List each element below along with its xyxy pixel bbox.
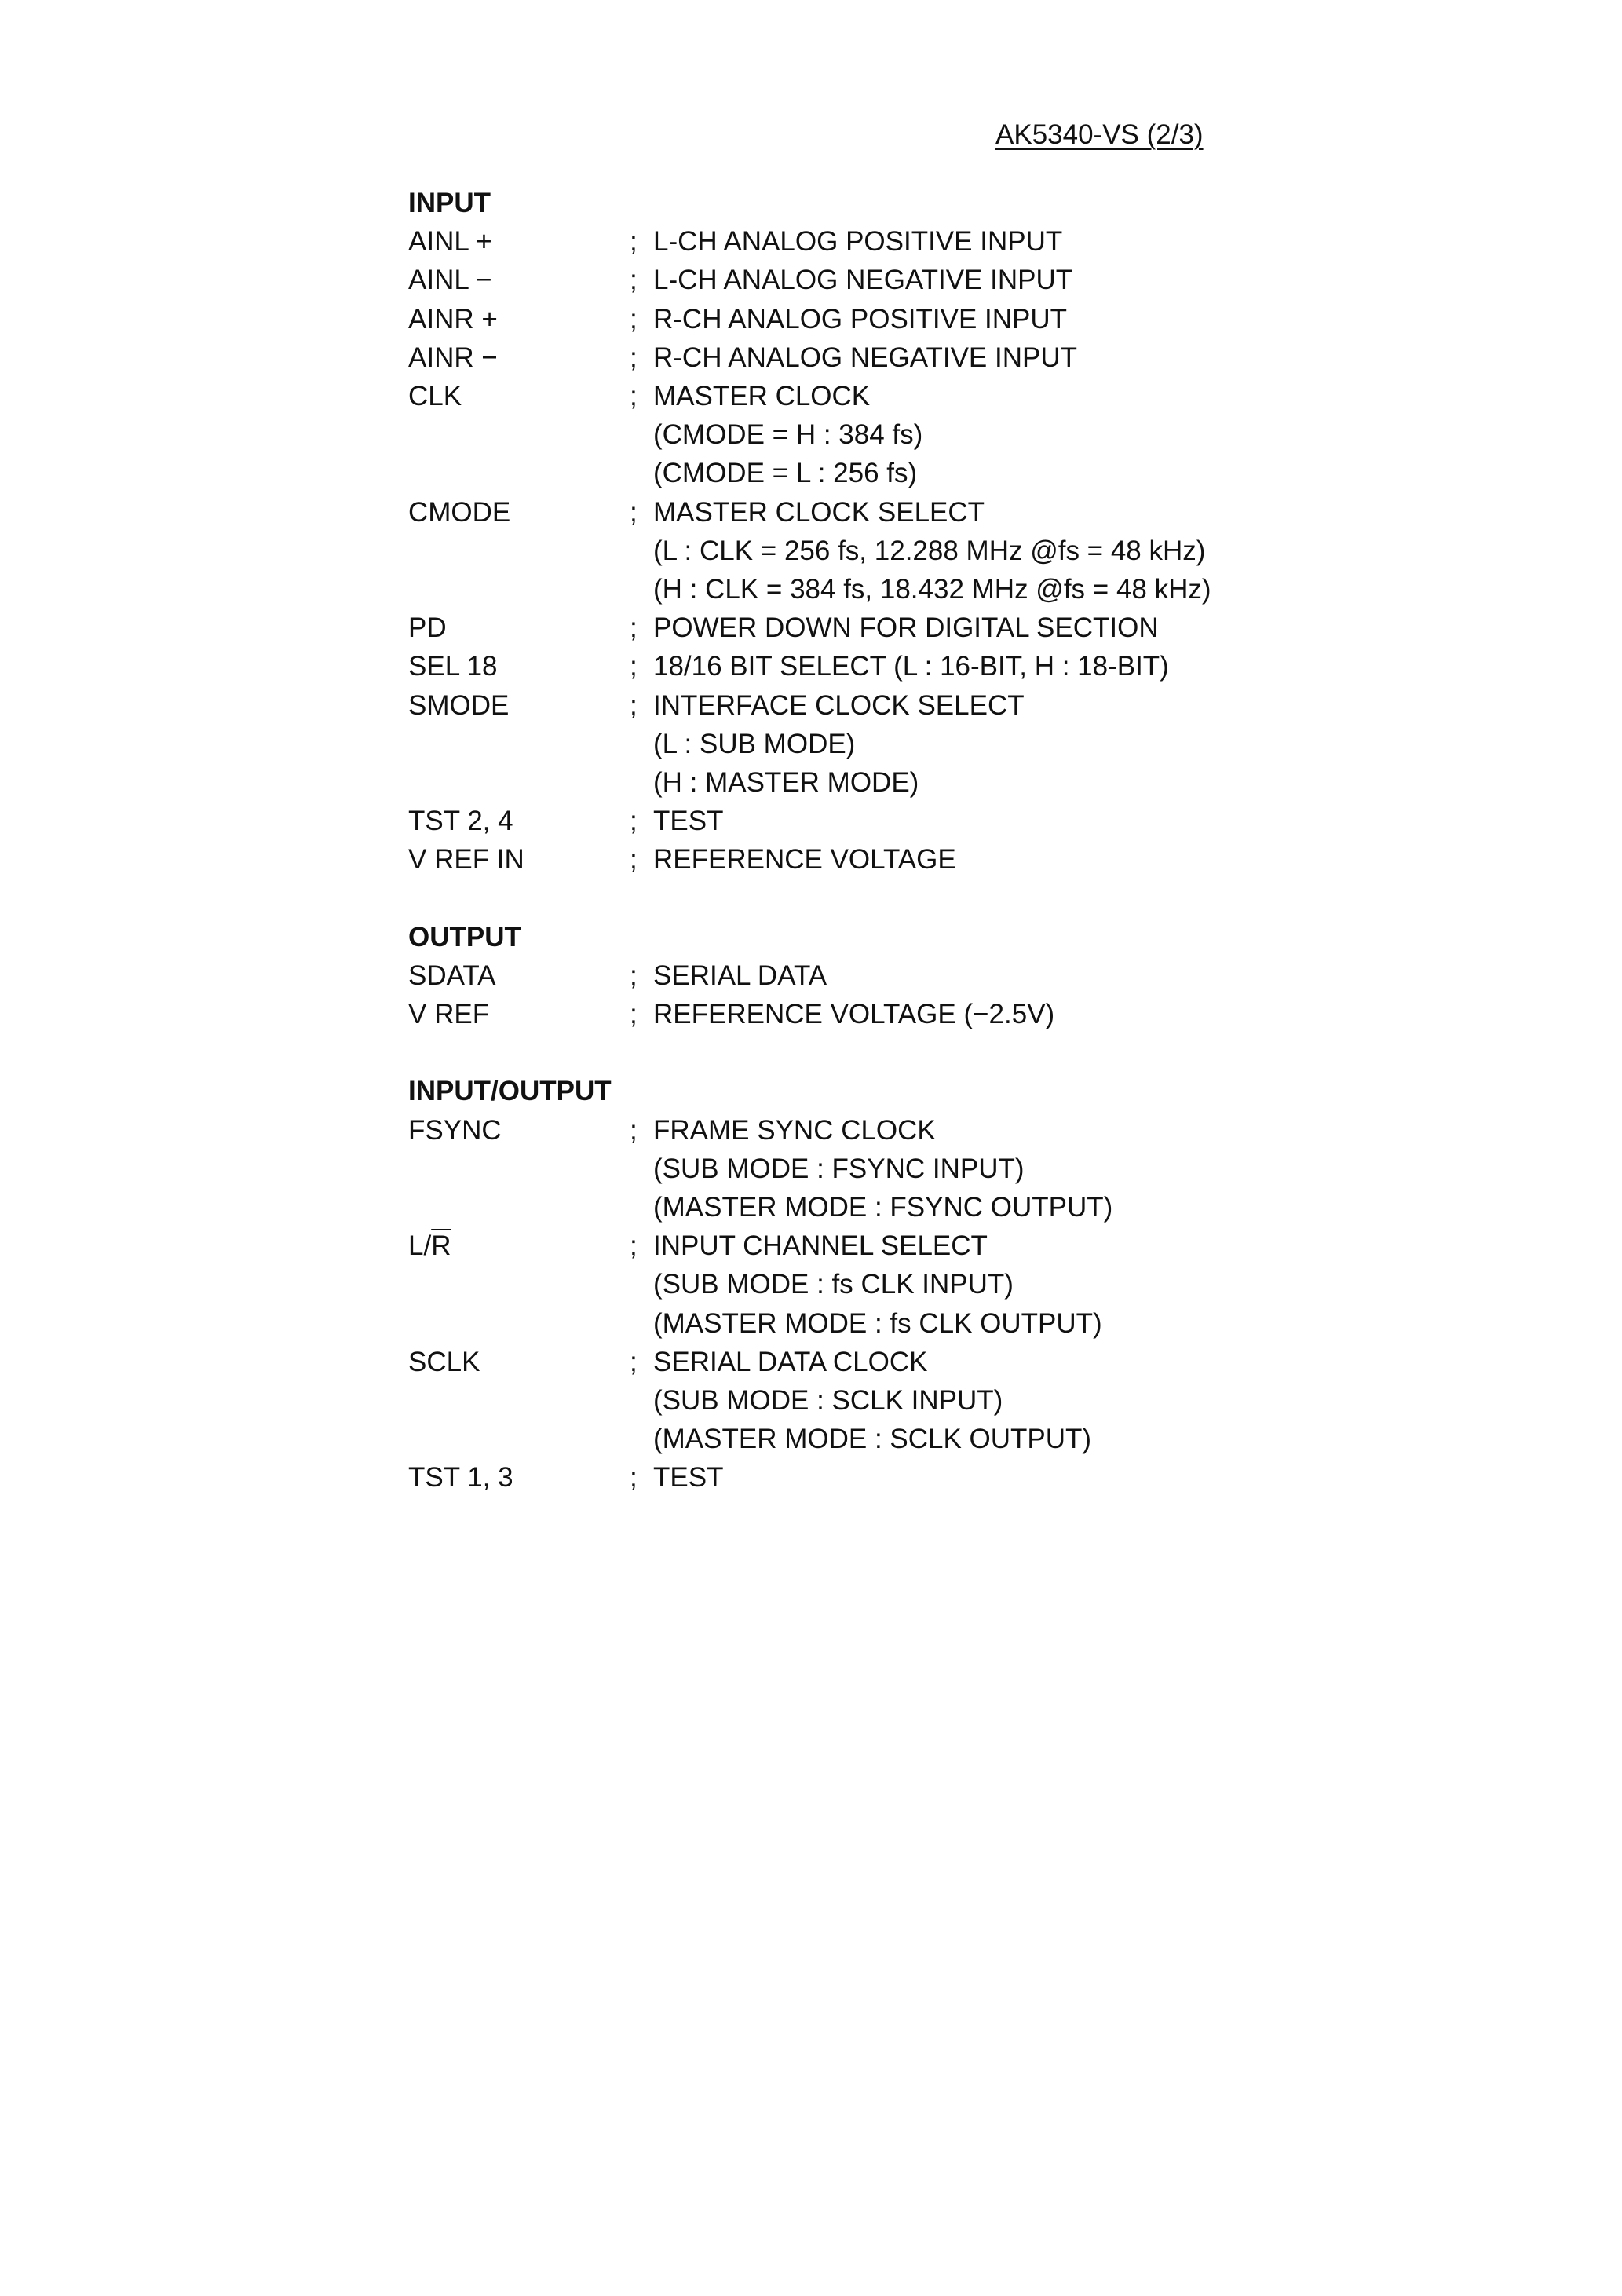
separator: ; bbox=[630, 651, 637, 682]
pin-description-detail: (CMODE = L : 256 fs) bbox=[653, 458, 918, 489]
pin-description-detail: (L : SUB MODE) bbox=[653, 728, 856, 759]
pin-name bbox=[408, 222, 630, 261]
pin-row bbox=[408, 1458, 1602, 1497]
pin-description-line: REFERENCE VOLTAGE bbox=[653, 844, 956, 876]
pin-row bbox=[408, 222, 1602, 261]
pin-name-text: CMODE bbox=[408, 496, 511, 528]
separator: ; bbox=[630, 844, 637, 876]
pin-description-detail: (MASTER MODE : FSYNC OUTPUT) bbox=[653, 1192, 1113, 1223]
pin-description-detail: (SUB MODE : SCLK INPUT) bbox=[653, 1384, 1003, 1416]
pin-description bbox=[653, 1343, 1091, 1459]
pin-name bbox=[408, 802, 630, 840]
pin-row bbox=[408, 338, 1602, 377]
pin-description-line: SERIAL DATA CLOCK bbox=[653, 1346, 928, 1377]
section-gap bbox=[408, 1033, 1602, 1072]
pin-description bbox=[653, 300, 1067, 338]
separator: ; bbox=[630, 1230, 637, 1262]
pin-description-line: MASTER CLOCK SELECT bbox=[653, 496, 985, 528]
pin-description bbox=[653, 802, 723, 840]
pin-name bbox=[408, 1458, 630, 1497]
pin-description-detail: (L : CLK = 256 fs, 12.288 MHz @fs = 48 kHz) bbox=[653, 535, 1206, 566]
pin-row bbox=[408, 995, 1602, 1033]
separator: ; bbox=[630, 806, 637, 837]
pin-description bbox=[653, 493, 1211, 609]
pin-name bbox=[408, 1227, 630, 1265]
separator: ; bbox=[630, 265, 637, 296]
pin-name-text: TST 1, 3 bbox=[408, 1462, 513, 1493]
section-title: INPUT/OUTPUT bbox=[408, 1076, 612, 1107]
pin-description bbox=[653, 956, 827, 995]
pin-name-text: AINR + bbox=[408, 303, 498, 335]
pin-name-text: FSYNC bbox=[408, 1114, 502, 1146]
pin-description-detail: (H : MASTER MODE) bbox=[653, 766, 919, 798]
pin-description-line: 18/16 BIT SELECT (L : 16-BIT, H : 18-BIT) bbox=[653, 651, 1169, 682]
pin-description bbox=[653, 609, 1159, 647]
pin-name bbox=[408, 609, 630, 647]
pin-description-detail: (SUB MODE : FSYNC INPUT) bbox=[653, 1153, 1025, 1184]
section-output bbox=[408, 918, 1602, 1034]
pin-row bbox=[408, 1343, 1602, 1459]
pin-description-line: POWER DOWN FOR DIGITAL SECTION bbox=[653, 612, 1159, 644]
pin-description-detail: (SUB MODE : fs CLK INPUT) bbox=[653, 1269, 1014, 1300]
pin-description-line: L-CH ANALOG NEGATIVE INPUT bbox=[653, 265, 1073, 296]
pin-description-line: R-CH ANALOG NEGATIVE INPUT bbox=[653, 342, 1077, 373]
section-title: OUTPUT bbox=[408, 921, 521, 952]
pin-row bbox=[408, 1227, 1602, 1343]
pin-name bbox=[408, 1111, 630, 1150]
pin-name-text: SEL 18 bbox=[408, 651, 498, 682]
separator: ; bbox=[630, 496, 637, 528]
pin-name bbox=[408, 956, 630, 995]
pin-row bbox=[408, 686, 1602, 803]
pin-description bbox=[653, 1458, 723, 1497]
pin-description-line: FRAME SYNC CLOCK bbox=[653, 1114, 936, 1146]
pin-name bbox=[408, 493, 630, 532]
pin-name-text: PD bbox=[408, 612, 447, 644]
section-input-output bbox=[408, 1072, 1602, 1497]
pin-description bbox=[653, 261, 1072, 299]
separator: ; bbox=[630, 960, 637, 991]
pin-description-line: INTERFACE CLOCK SELECT bbox=[653, 689, 1025, 721]
separator: ; bbox=[630, 303, 637, 335]
separator: ; bbox=[630, 1114, 637, 1146]
pin-row bbox=[408, 377, 1602, 493]
pin-description bbox=[653, 222, 1062, 261]
separator: ; bbox=[630, 1462, 637, 1493]
pin-name bbox=[408, 647, 630, 686]
pin-description bbox=[653, 1111, 1112, 1227]
pin-name bbox=[408, 261, 630, 299]
separator: ; bbox=[630, 342, 637, 373]
pin-description-detail: (MASTER MODE : fs CLK OUTPUT) bbox=[653, 1307, 1102, 1339]
pin-name-text: V REF IN bbox=[408, 844, 524, 876]
pin-name-text: SCLK bbox=[408, 1346, 480, 1377]
pin-name-text: SDATA bbox=[408, 960, 496, 991]
pin-row bbox=[408, 261, 1602, 299]
pin-description-line: MASTER CLOCK bbox=[653, 381, 871, 411]
pin-description bbox=[653, 686, 1025, 803]
pin-name bbox=[408, 338, 630, 377]
pin-name-text: TST 2, 4 bbox=[408, 806, 513, 837]
pin-row bbox=[408, 493, 1602, 609]
pin-description-line: L-CH ANALOG POSITIVE INPUT bbox=[653, 226, 1063, 258]
pin-description-detail: (MASTER MODE : SCLK OUTPUT) bbox=[653, 1424, 1092, 1455]
pin-name-text: V REF bbox=[408, 999, 490, 1030]
pin-row bbox=[408, 840, 1602, 879]
pin-name-text: AINL + bbox=[408, 226, 492, 258]
pin-name bbox=[408, 995, 630, 1033]
page-header-doc-id: AK5340-VS (2/3) bbox=[995, 119, 1204, 150]
pin-description-line: TEST bbox=[653, 1462, 724, 1493]
separator: ; bbox=[630, 689, 637, 721]
separator: ; bbox=[630, 226, 637, 258]
pin-description-line: TEST bbox=[653, 806, 724, 837]
pin-description-line: INPUT CHANNEL SELECT bbox=[653, 1230, 988, 1262]
separator: ; bbox=[630, 612, 637, 644]
pin-name bbox=[408, 377, 630, 415]
section-input bbox=[408, 184, 1602, 879]
separator: ; bbox=[630, 999, 637, 1030]
pin-name-text: AINL − bbox=[408, 265, 492, 296]
pin-description-line: SERIAL DATA bbox=[653, 960, 827, 991]
pin-row bbox=[408, 609, 1602, 647]
pin-description bbox=[653, 1227, 1102, 1343]
pin-description-detail: (CMODE = H : 384 fs) bbox=[653, 419, 923, 451]
pin-description bbox=[653, 995, 1054, 1033]
separator: ; bbox=[630, 1346, 637, 1377]
pin-description-list bbox=[408, 184, 1602, 1497]
pin-name bbox=[408, 300, 630, 338]
pin-description bbox=[653, 647, 1169, 686]
pin-row bbox=[408, 647, 1602, 686]
pin-row bbox=[408, 1111, 1602, 1227]
pin-description bbox=[653, 840, 956, 879]
pin-description-line: REFERENCE VOLTAGE (−2.5V) bbox=[653, 999, 1055, 1030]
pin-row bbox=[408, 300, 1602, 338]
pin-description-detail: (H : CLK = 384 fs, 18.432 MHz @fs = 48 kHz) bbox=[653, 573, 1211, 605]
pin-name-text: SMODE bbox=[408, 689, 510, 721]
pin-row bbox=[408, 802, 1602, 840]
pin-name-text: AINR − bbox=[408, 342, 498, 373]
pin-name bbox=[408, 840, 630, 879]
pin-name-text: L/ bbox=[408, 1230, 432, 1262]
pin-name-text: CLK bbox=[408, 381, 462, 411]
section-title: INPUT bbox=[408, 188, 491, 218]
pin-description-line: R-CH ANALOG POSITIVE INPUT bbox=[653, 303, 1068, 335]
separator: ; bbox=[630, 381, 637, 411]
pin-name-overline: $\overline{R}$ bbox=[431, 1230, 451, 1262]
pin-description bbox=[653, 377, 922, 493]
pin-name bbox=[408, 1343, 630, 1381]
pin-description bbox=[653, 338, 1077, 377]
section-gap bbox=[408, 879, 1602, 918]
pin-row bbox=[408, 956, 1602, 995]
pin-name bbox=[408, 686, 630, 725]
